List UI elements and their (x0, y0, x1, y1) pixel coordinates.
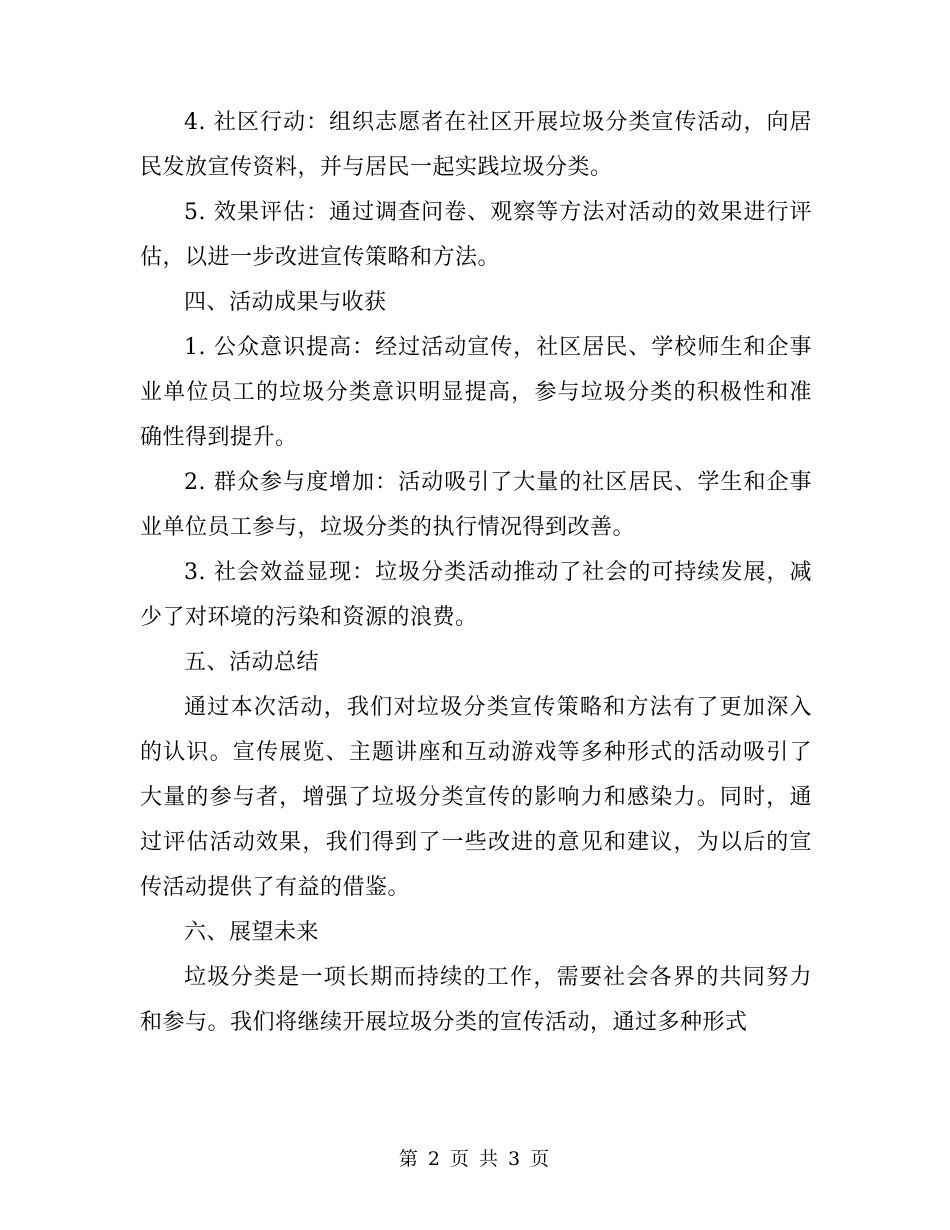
document-body (140, 100, 812, 1045)
paragraph-community-action: 4. 社区行动：组织志愿者在社区开展垃圾分类宣传活动，向居民发放宣传资料，并与居民一起实践垃圾分类。 (140, 110, 812, 180)
paragraph-public-awareness: 1. 公众意识提高：经过活动宣传，社区居民、学校师生和企事业单位员工的垃圾分类意识明显提高，参与垃圾分类的积极性和准确性得到提升。 (140, 335, 812, 450)
paragraph-effect-evaluation: 5. 效果评估：通过调查问卷、观察等方法对活动的效果进行评估，以进一步改进宣传策略和方法。 (140, 200, 812, 270)
section-heading-summary: 五、活动总结 (184, 650, 320, 675)
paragraph-summary: 通过本次活动，我们对垃圾分类宣传策略和方法有了更加深入的认识。宣传展览、主题讲座和互动游戏等多种形式的活动吸引了大量的参与者，增强了垃圾分类宣传的影响力和感染力。同时，通过评估活动效果，我们得到了一些改进的意见和建议，为以后的宣传活动提供了有益的借鉴。 (140, 695, 812, 900)
section-heading-outlook: 六、展望未来 (184, 920, 320, 945)
paragraph-participation: 2. 群众参与度增加：活动吸引了大量的社区居民、学生和企事业单位员工参与，垃圾分类的执行情况得到改善。 (140, 470, 812, 540)
paragraph-outlook: 垃圾分类是一项长期而持续的工作，需要社会各界的共同努力和参与。我们将继续开展垃圾分类的宣传活动，通过多种形式 (140, 965, 812, 1035)
paragraph-social-benefit: 3. 社会效益显现：垃圾分类活动推动了社会的可持续发展，减少了对环境的污染和资源的浪费。 (140, 560, 812, 630)
page-number-footer: 第 2 页 共 3 页 (398, 1148, 552, 1170)
section-heading-results: 四、活动成果与收获 (184, 290, 387, 315)
